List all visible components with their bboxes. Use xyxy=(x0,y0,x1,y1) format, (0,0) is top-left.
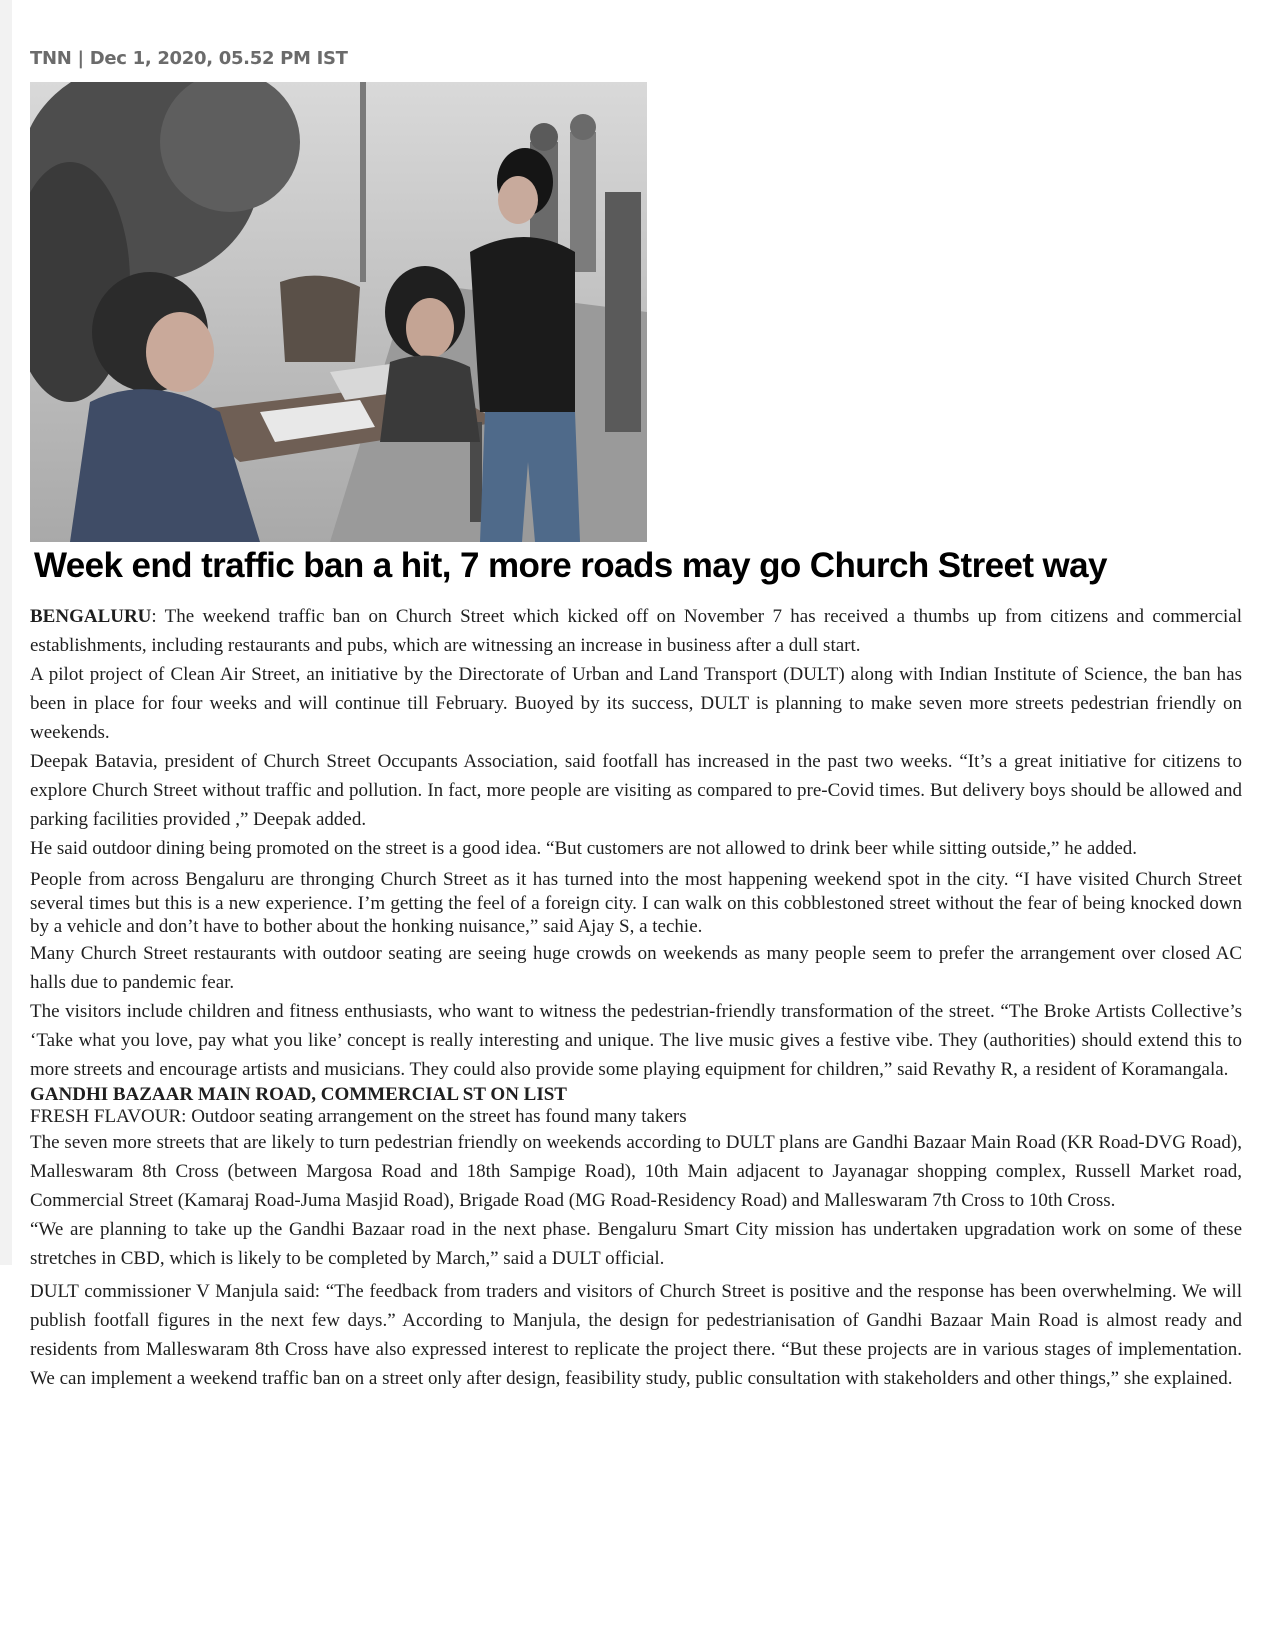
article-paragraph-4: He said outdoor dining being promoted on the street is a good idea. “But customers are not allowed to drink beer while sitting outside,” he added. xyxy=(30,838,1138,859)
paragraph-1-text: : The weekend traffic ban on Church Street which kicked off on November 7 has received a thumbs up from citizens and commercial establishments, including restaurants and pubs, which are witnessing an increase in business after a dull start. xyxy=(30,606,1242,656)
article-paragraph-3: Deepak Batavia, president of Church Street Occupants Association, said footfall has increased in the past two weeks. “It’s a great initiative for citizens to explore Church Street without traffic and pollution. In fact, more people are visiting as compared to pre-Covid times. But delivery boys should be allowed and parking facilities provided ,” Deepak added. xyxy=(30,751,1242,830)
article-paragraph-8: The seven more streets that are likely to turn pedestrian friendly on weekends according to DULT plans are Gandhi Bazaar Main Road (KR Road-DVG Road), Malleswaram 8th Cross (between Margosa Road and 18th Sampige Road), 10th Main adjacent to Jayanagar shopping complex, Russell Market road, Commercial Street (Kamaraj Road-Juma Masjid Road), Brigade Road (MG Road-Residency Road) and Malleswaram 7th Cross to 10th Cross. xyxy=(30,1131,1242,1211)
article-paragraph-5: People from across Bengaluru are thronging Church Street as it has turned into the most happening weekend spot in the city. “I have visited Church Street several times but this is a new experience. I’m getting the feel of a foreign city. I can walk on this cobblestoned street without the fear of being knocked down by a vehicle and don’t have to bother about the honking nuisance,” said Ajay S, a techie. xyxy=(30,869,1242,937)
news-photo-illustration xyxy=(30,82,647,542)
byline: TNN | Dec 1, 2020, 05.52 PM IST xyxy=(30,48,348,69)
section-subhead: GANDHI BAZAAR MAIN ROAD, COMMERCIAL ST ON LIST xyxy=(30,1083,567,1105)
page-edge-strip xyxy=(0,0,12,1265)
article-paragraph-10: DULT commissioner V Manjula said: “The feedback from traders and visitors of Church Street is positive and the response has been overwhelming. We will publish footfall figures in the next few days.” According to Manjula, the design for pedestrianisation of Gandhi Bazaar Main Road is almost ready and residents from Malleswaram 8th Cross have also expressed interest to replicate the project there. “But these projects are in various stages of implementation. We can implement a weekend traffic ban on a street only after design, feasibility study, public consultation with stakeholders and other things,” she explained. xyxy=(30,1280,1242,1389)
article-paragraph-2: A pilot project of Clean Air Street, an initiative by the Directorate of Urban and Land Transport (DULT) along with Indian Institute of Science, the ban has been in place for four weeks and will continue till February. Buoyed by its success, DULT is planning to make seven more streets pedestrian friendly on weekends. xyxy=(30,664,1242,743)
dateline: BENGALURU xyxy=(30,606,152,627)
article-paragraph-1 xyxy=(30,602,1242,660)
article-body xyxy=(30,602,1242,1393)
photo-caption: FRESH FLAVOUR: Outdoor seating arrangement on the street has found many takers xyxy=(30,1105,687,1127)
article-paragraph-7: The visitors include children and fitness enthusiasts, who want to witness the pedestrian-friendly transformation of the street. “The Broke Artists Collective’s ‘Take what you love, pay what you like’ concept is really interesting and unique. The live music gives a festive vibe. They (authorities) should extend this to more streets and encourage artists and musicians. They could also provide some playing equipment for children,” said Revathy R, a resident of Koramangala. xyxy=(30,1000,1242,1080)
news-photo xyxy=(30,82,647,542)
article-paragraph-9: “We are planning to take up the Gandhi Bazaar road in the next phase. Bengaluru Smart City mission has undertaken upgradation work on some of these stretches in CBD, which is likely to be completed by March,” said a DULT official. xyxy=(30,1218,1242,1269)
headline: Week end traffic ban a hit, 7 more roads may go Church Street way xyxy=(34,546,1107,585)
article-paragraph-6: Many Church Street restaurants with outdoor seating are seeing huge crowds on weekends as many people seem to prefer the arrangement over closed AC halls due to pandemic fear. xyxy=(30,942,1242,993)
